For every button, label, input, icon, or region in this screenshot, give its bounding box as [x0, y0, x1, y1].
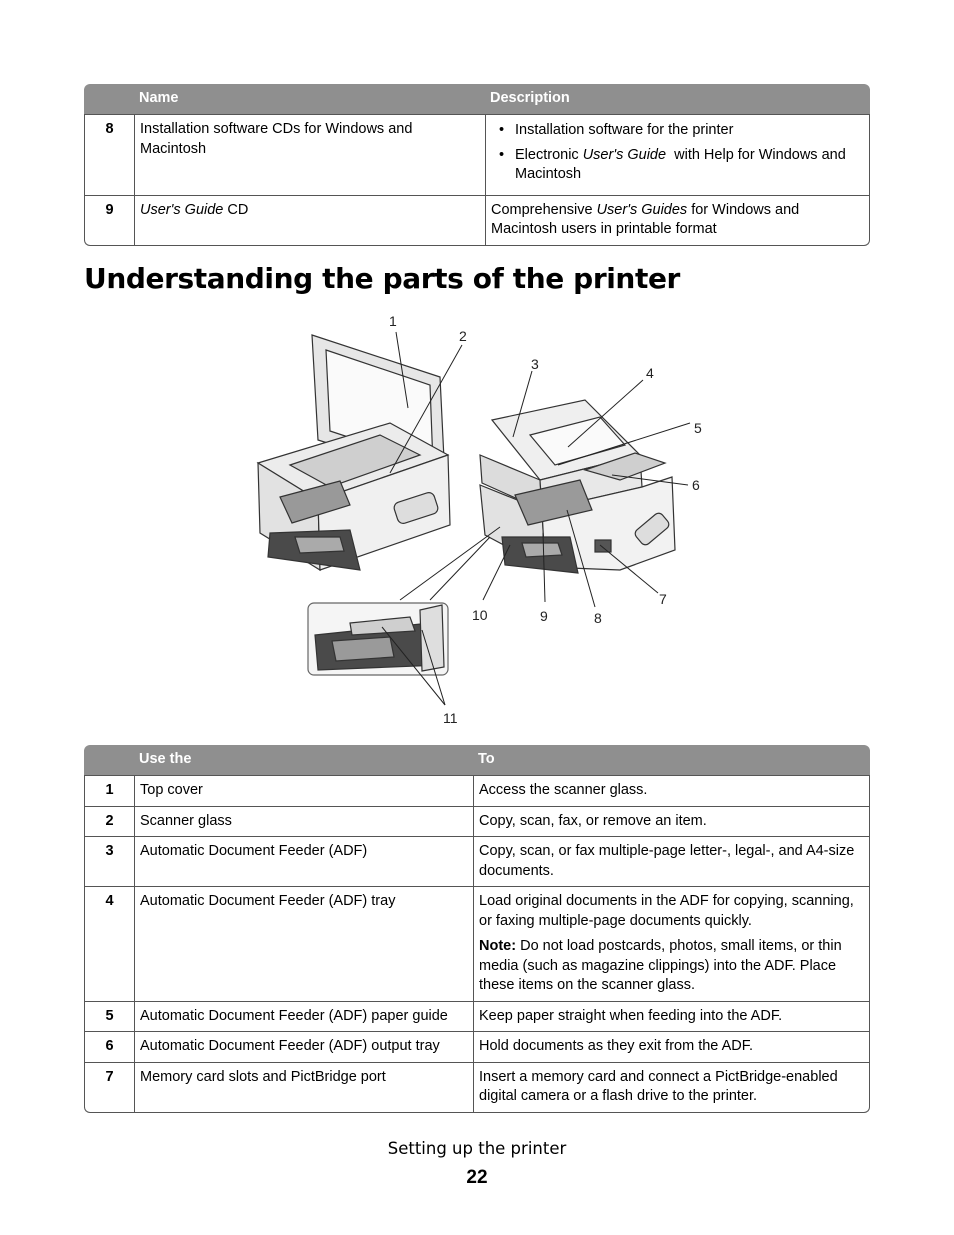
- purpose-text: Load original documents in the ADF for copying, scanning, or faxing multiple-page documents quickly.: [479, 893, 854, 929]
- row-number: 4: [84, 887, 134, 1002]
- callout-8: 8: [594, 610, 602, 626]
- row-purpose: Hold documents as they exit from the ADF.: [473, 1032, 870, 1063]
- header-to: To: [473, 745, 870, 776]
- cd-contents-table: [84, 84, 870, 246]
- bullet-item: • Electronic User's Guide with Help for Windows and Macintosh: [491, 146, 864, 185]
- row-number: 8: [84, 115, 134, 196]
- callout-4: 4: [646, 365, 654, 381]
- table-row: [84, 1002, 870, 1033]
- row-part: Automatic Document Feeder (ADF) output tray: [134, 1032, 473, 1063]
- table-row: [84, 115, 870, 196]
- callout-1: 1: [389, 313, 397, 329]
- header-name: Name: [134, 84, 485, 115]
- row-part: Automatic Document Feeder (ADF) tray: [134, 887, 473, 1002]
- table-row: [84, 1063, 870, 1113]
- row-name: User's Guide CD: [134, 196, 485, 246]
- row-number: 2: [84, 807, 134, 838]
- row-purpose: Access the scanner glass.: [473, 776, 870, 807]
- row-number: 6: [84, 1032, 134, 1063]
- callout-7: 7: [659, 591, 667, 607]
- row-number: 5: [84, 1002, 134, 1033]
- note-text: Do not load postcards, photos, small items, or thin media (such as magazine clippings) into the ADF. Place these items on the scanner glass.: [479, 938, 842, 993]
- callout-11: 11: [443, 710, 458, 726]
- note-label: Note:: [479, 938, 517, 954]
- printer-open-lid-image: [258, 335, 450, 570]
- printer-parts-diagram: [240, 305, 720, 730]
- table-header-row: [84, 745, 870, 776]
- row-description: [485, 115, 870, 196]
- callout-2: 2: [459, 328, 467, 344]
- header-description: Description: [485, 84, 870, 115]
- table-row: [84, 887, 870, 1002]
- row-purpose: Copy, scan, or fax multiple-page letter-, legal-, and A4-size documents.: [473, 837, 870, 887]
- callout-6: 6: [692, 477, 700, 493]
- row-part: Automatic Document Feeder (ADF): [134, 837, 473, 887]
- section-title: Understanding the parts of the printer: [84, 262, 680, 295]
- row-part: Memory card slots and PictBridge port: [134, 1063, 473, 1113]
- table-row: [84, 807, 870, 838]
- table-header-row: [84, 84, 870, 115]
- row-description: Comprehensive User's Guides for Windows and Macintosh users in printable format: [485, 196, 870, 246]
- row-number: 3: [84, 837, 134, 887]
- row-number: 1: [84, 776, 134, 807]
- table-row: [84, 196, 870, 246]
- printer-parts-table: [84, 745, 870, 1113]
- header-use-the: Use the: [134, 745, 473, 776]
- row-part: Top cover: [134, 776, 473, 807]
- table-row: [84, 837, 870, 887]
- header-number: [84, 745, 134, 776]
- row-name: Installation software CDs for Windows and Macintosh: [134, 115, 485, 196]
- callout-10: 10: [472, 607, 488, 623]
- callout-5: 5: [694, 420, 702, 436]
- row-purpose: [473, 887, 870, 1002]
- row-part: Automatic Document Feeder (ADF) paper guide: [134, 1002, 473, 1033]
- row-number: 7: [84, 1063, 134, 1113]
- callout-3: 3: [531, 356, 539, 372]
- note: [479, 937, 864, 996]
- row-purpose: Insert a memory card and connect a PictBridge-enabled digital camera or a flash drive to the printer.: [473, 1063, 870, 1113]
- row-purpose: Copy, scan, fax, or remove an item.: [473, 807, 870, 838]
- table-row: [84, 1032, 870, 1063]
- inset-closeup-image: [308, 603, 448, 675]
- table-row: [84, 776, 870, 807]
- row-part: Scanner glass: [134, 807, 473, 838]
- bullet-item: • Installation software for the printer: [491, 121, 864, 141]
- header-number: [84, 84, 134, 115]
- row-purpose: Keep paper straight when feeding into the ADF.: [473, 1002, 870, 1033]
- page-number: 22: [466, 1167, 488, 1188]
- callout-9: 9: [540, 608, 548, 624]
- row-number: 9: [84, 196, 134, 246]
- footer-chapter-label: Setting up the printer: [387, 1139, 567, 1158]
